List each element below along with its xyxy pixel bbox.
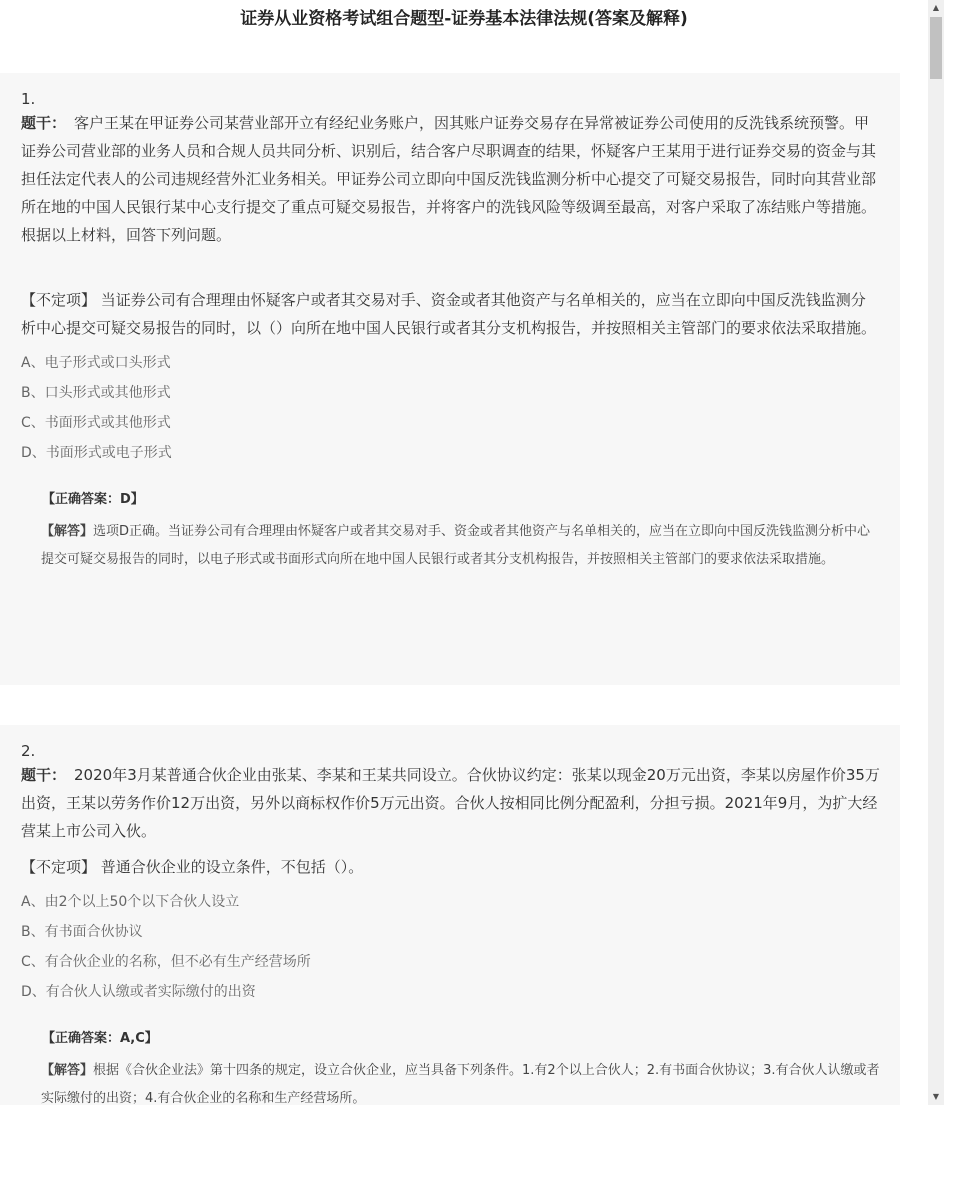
document-viewport[interactable] — [0, 34, 928, 1105]
question-text: 【不定项】 当证券公司有合理理由怀疑客户或者其交易对手、资金或者其他资产与名单相关的，应当在立即向中国反洗钱监测分析中心提交可疑交易报告的同时，以（）向所在地中国人民银行或者其分支机构报告，并按照相关主管部门的要求依法采取措施。 — [21, 291, 877, 337]
option-d: D、有合伙人认缴或者实际缴付的出资 — [21, 984, 256, 1000]
option-c: C、书面形式或其他形式 — [21, 415, 171, 431]
question-text: 【不定项】 普通合伙企业的设立条件，不包括（）。 — [21, 858, 364, 876]
stem-text: 2020年3月某普通合伙企业由张某、李某和王某共同设立。合伙协议约定：张某以现金20万元出资，李某以房屋作价35万出资，王某以劳务作价12万出资，另外以商标权作价5万元出资。合伙人按相同比例分配盈利，分担亏损。2021年9月，为扩大经营某上市公司入伙。 — [21, 766, 880, 840]
stem-label: 题干： — [21, 114, 67, 132]
option-a: A、由2个以上50个以下合伙人设立 — [21, 894, 240, 910]
analysis-label: 【解答】 — [41, 524, 94, 539]
option-c: C、有合伙企业的名称，但不必有生产经营场所 — [21, 954, 311, 970]
scroll-up-icon[interactable]: ▲ — [932, 3, 940, 12]
vertical-scrollbar[interactable] — [928, 0, 944, 1105]
page-title: 证券从业资格考试组合题型-证券基本法律法规(答案及解释) — [240, 9, 688, 29]
question-stem — [21, 109, 880, 221]
options-list — [21, 887, 880, 1007]
analysis-text: 选项D正确。当证券公司有合理理由怀疑客户或者其交易对手、资金或者其他资产与名单相关的，应当在立即向中国反洗钱监测分析中心提交可疑交易报告的同时，以电子形式或书面形式向所在地中国人民银行或者其分支机构报告，并按照相关主管部门的要求依法采取措施。 — [41, 524, 871, 567]
scroll-down-icon[interactable]: ▼ — [932, 1092, 940, 1101]
analysis-text: 根据《合伙企业法》第十四条的规定，设立合伙企业，应当具备下列条件。1.有2个以上合伙人；2.有书面合伙协议；3.有合伙人认缴或者实际缴付的出资；4.有合伙企业的名称和生产经营场所。 — [41, 1063, 880, 1105]
stem-label: 题干： — [21, 766, 67, 784]
options-list — [21, 348, 880, 468]
correct-answer: 【正确答案：D】 — [42, 492, 144, 507]
question-number: 1. — [21, 90, 36, 108]
option-d: D、书面形式或电子形式 — [21, 445, 172, 461]
question-number: 2. — [21, 742, 36, 760]
correct-answer: 【正确答案：A,C】 — [42, 1031, 158, 1046]
analysis-label: 【解答】 — [41, 1063, 94, 1078]
option-b: B、有书面合伙协议 — [21, 924, 143, 940]
scrollbar-thumb[interactable] — [930, 17, 942, 79]
question-card — [0, 73, 900, 685]
answer-analysis — [21, 518, 880, 574]
answer-analysis — [21, 1057, 880, 1105]
question-stem — [21, 761, 880, 845]
question-card — [0, 725, 900, 1105]
option-a: A、电子形式或口头形式 — [21, 355, 171, 371]
stem-hint: 根据以上材料，回答下列问题。 — [21, 226, 232, 244]
option-b: B、口头形式或其他形式 — [21, 385, 171, 401]
stem-text: 客户王某在甲证券公司某营业部开立有经纪业务账户，因其账户证券交易存在异常被证券公司使用的反洗钱系统预警。甲证券公司营业部的业务人员和合规人员共同分析、识别后，结合客户尽职调查的结果，怀疑客户王某用于进行证券交易的资金与其担任法定代表人的公司违规经营外汇业务相关。甲证券公司立即向中国反洗钱监测分析中心提交了可疑交易报告，同时向其营业部所在地的中国人民银行某中心支行提交了重点可疑交易报告，并将客户的洗钱风险等级调至最高，对客户采取了冻结账户等措施。 — [21, 114, 877, 216]
